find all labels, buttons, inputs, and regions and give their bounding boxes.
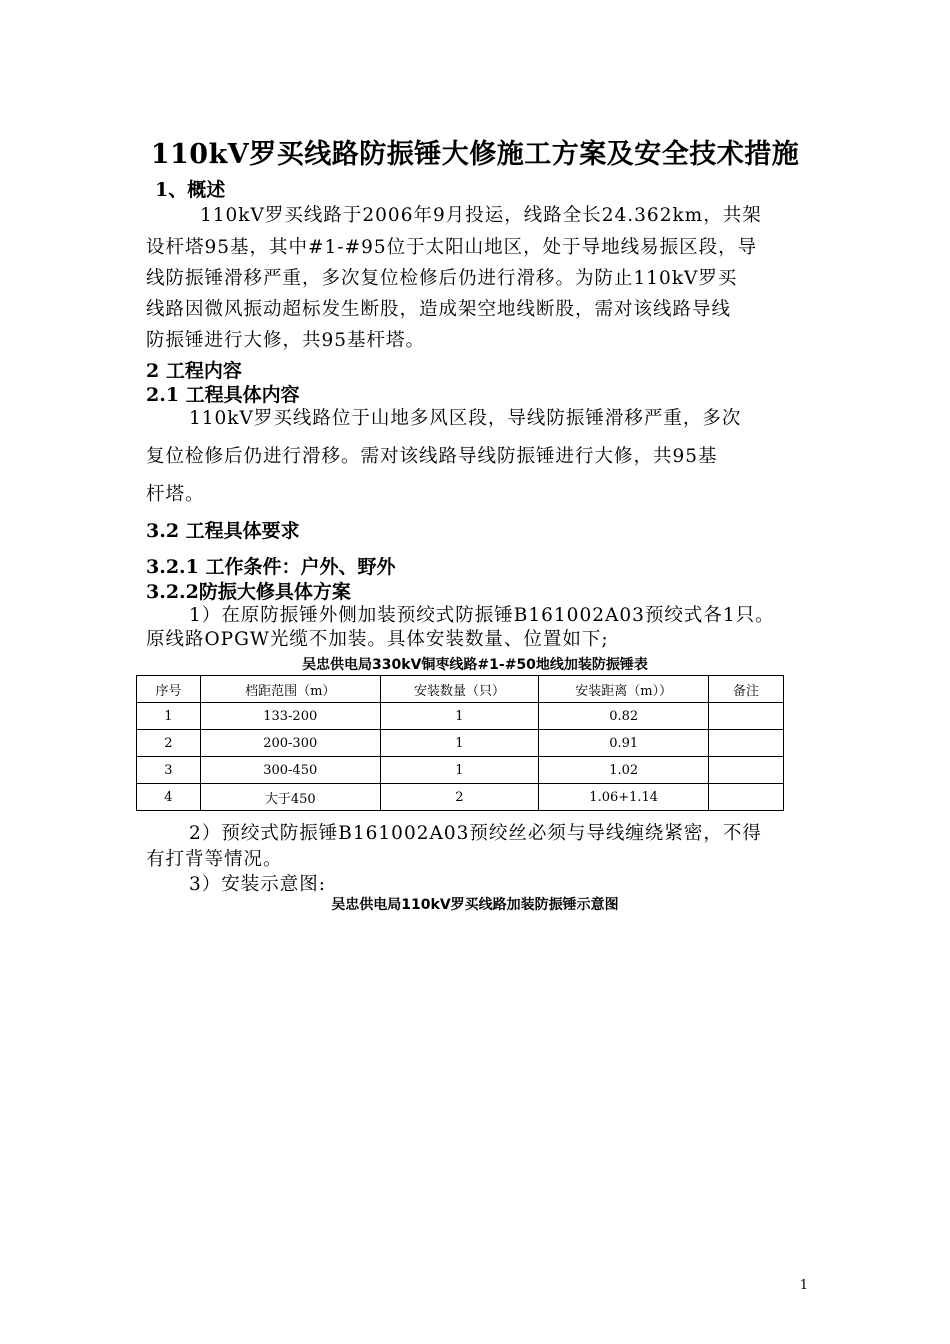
table-cell: 3 [137, 757, 201, 784]
s2-line-2: 复位检修后仍进行滑移。需对该线路导线防振锤进行大修，共95基 [146, 446, 718, 467]
table-header-cell: 备注 [709, 676, 784, 703]
section-2-1-heading: 2.1 工程具体内容 [146, 384, 300, 406]
item-2-line-1: 2）预绞式防振锤B161002A03预绞丝必须与导线缠绕紧密，不得 [189, 823, 762, 844]
section-3-2-1-heading: 3.2.1 工作条件：户外、野外 [146, 556, 396, 578]
table-cell: 1 [137, 703, 201, 730]
s1-line-2: 设杆塔95基，其中#1-#95位于太阳山地区，处于导地线易振区段，导 [146, 237, 758, 258]
section-3-2-2-heading: 3.2.2防振大修具体方案 [146, 581, 351, 603]
table-cell [709, 757, 784, 784]
table-cell: 0.82 [539, 703, 709, 730]
table-cell: 1 [380, 703, 539, 730]
table-header-cell: 安装数量（只） [380, 676, 539, 703]
s2-line-3: 杆塔。 [146, 484, 205, 505]
table-cell: 2 [380, 784, 539, 811]
table-cell: 200-300 [200, 730, 380, 757]
document-title: 110kV罗买线路防振锤大修施工方案及安全技术措施 [150, 139, 800, 170]
table-cell: 0.91 [539, 730, 709, 757]
item-2-line-2: 有打背等情况。 [146, 849, 283, 870]
s1-line-1: 110kV罗买线路于2006年9月投运，线路全长24.362km，共架 [200, 205, 762, 226]
table-caption: 吴忠供电局330kV铜枣线路#1-#50地线加装防振锤表 [302, 657, 648, 673]
table-header-row [137, 676, 784, 703]
table-cell [709, 730, 784, 757]
item-1-line-2: 原线路OPGW光缆不加装。具体安装数量、位置如下; [146, 629, 609, 650]
s2-line-1: 110kV罗买线路位于山地多风区段，导线防振锤滑移严重，多次 [189, 408, 742, 429]
table-header-cell: 序号 [137, 676, 201, 703]
table-cell: 1.06+1.14 [539, 784, 709, 811]
table-cell: 1 [380, 730, 539, 757]
table-cell: 133-200 [200, 703, 380, 730]
table-cell: 2 [137, 730, 201, 757]
table-header-cell: 安装距离（m）） [539, 676, 709, 703]
table-cell [709, 784, 784, 811]
table-cell: 4 [137, 784, 201, 811]
table-cell: 1.02 [539, 757, 709, 784]
section-2-heading: 2 工程内容 [146, 360, 242, 382]
table-cell: 1 [380, 757, 539, 784]
table-cell: 大于450 [200, 784, 380, 811]
page-number: 1 [799, 1278, 808, 1293]
table-header-cell: 档距范围（m） [200, 676, 380, 703]
table-cell [709, 703, 784, 730]
table-row [137, 757, 784, 784]
section-1-heading: 1、概述 [155, 179, 226, 201]
table-row [137, 784, 784, 811]
table-row [137, 730, 784, 757]
s1-line-4: 线路因微风振动超标发生断股，造成架空地线断股，需对该线路导线 [146, 299, 732, 320]
figure-caption: 吴忠供电局110kV罗买线路加装防振锤示意图 [331, 897, 619, 913]
item-1-line-1: 1）在原防振锤外侧加装预绞式防振锤B161002A03预绞式各1只。 [189, 605, 775, 626]
section-3-2-heading: 3.2 工程具体要求 [146, 520, 300, 542]
s1-line-5: 防振锤进行大修，共95基杆塔。 [146, 330, 426, 351]
table-cell: 300-450 [200, 757, 380, 784]
item-3-line: 3）安装示意图: [189, 874, 327, 895]
table-row [137, 703, 784, 730]
s1-line-3: 线防振锤滑移严重，多次复位检修后仍进行滑移。为防止110kV罗买 [146, 268, 738, 289]
damper-table [136, 675, 784, 811]
